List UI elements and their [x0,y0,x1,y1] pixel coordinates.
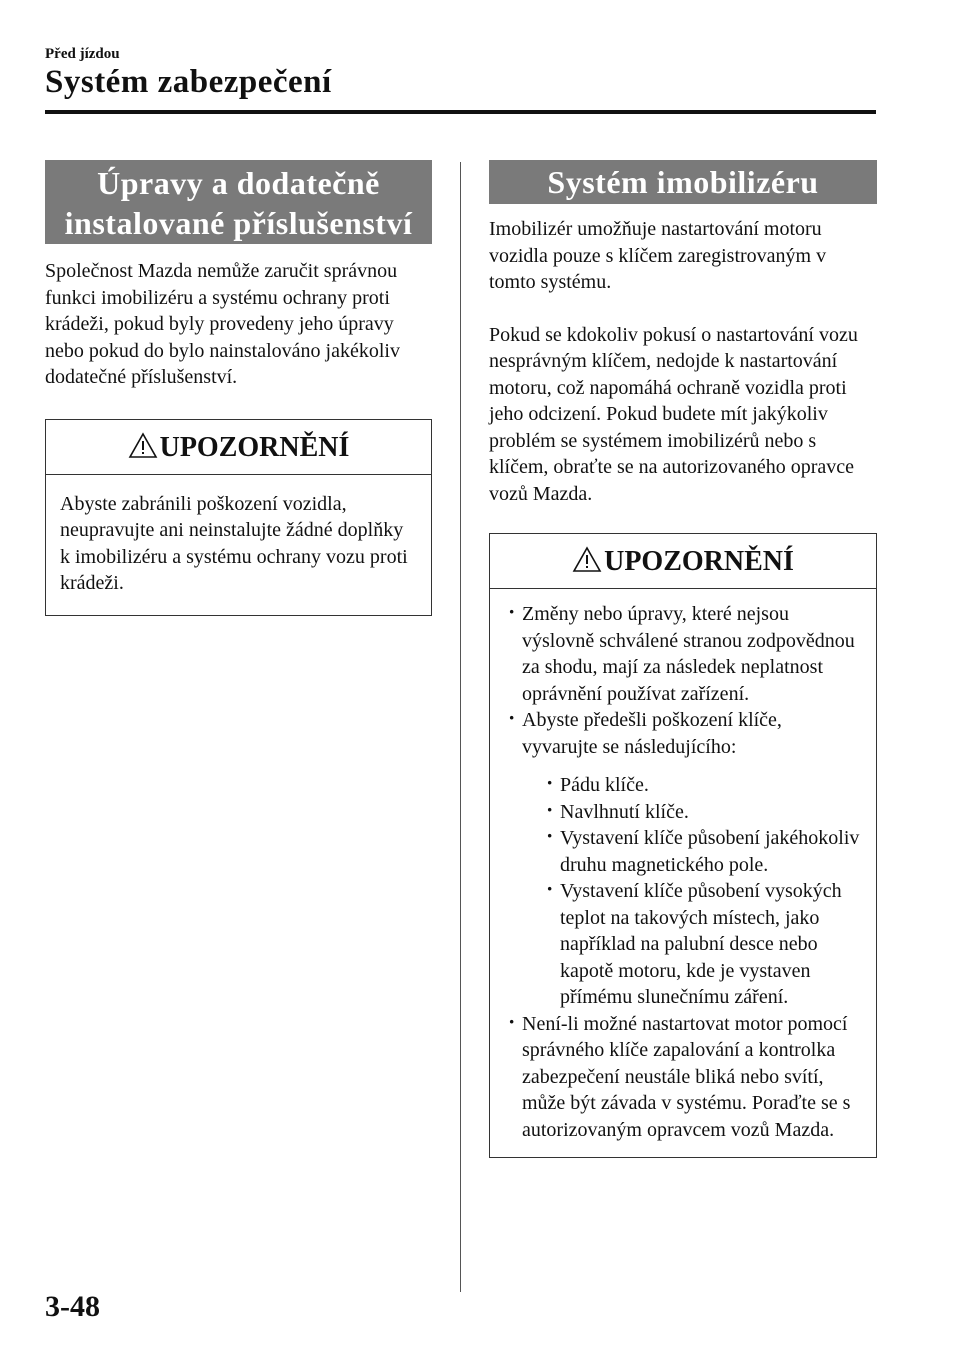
page-number: 3-48 [45,1290,100,1323]
left-column [45,160,432,616]
caution-header [46,420,431,475]
caution-text: Abyste zabránili poškození vozidla, neupravujte ani neinstalujte žádné doplňky k imobilizéru a systému ochrany vozu proti krádeži. [60,492,408,594]
caution-box-immobilizer [489,533,877,1158]
title-rule [45,110,876,114]
caution-header [490,534,876,589]
list-item: · Není-li možné nastartovat motor pomocí správného klíče zapalování a kontrolka zabezpečení neustále bliká nebo svítí, může být závada v systému. Poraďte se s autorizovaným opravcem vozů Mazda. [504,1011,862,1144]
accessories-paragraph: Společnost Mazda nemůže zaručit správnou funkci imobilizéru a systému ochrany proti krádeži, pokud byly provedeny jeho úpravy nebo pokud do bylo nainstalováno jakékoliv dodatečné příslušenství. [45,260,400,388]
column-divider [460,162,461,1292]
caution-sublist [522,772,862,1011]
sublist-item: · Pádu klíče. [542,772,862,799]
immobilizer-text [489,216,877,507]
caution-box-accessories [45,419,432,616]
sublist-item: · Vystavení klíče působení vysokých teplot na takových místech, jako například na palubní desce nebo kapotě motoru, kde je vystaven přímému slunečnímu záření. [542,878,862,1011]
sublist-item: · Navlhnutí klíče. [542,799,862,826]
sublist-item: · Vystavení klíče působení jakéhokoliv druhu magnetického pole. [542,825,862,878]
caution-title: UPOZORNĚNÍ [604,546,794,577]
section-heading-line2: instalované příslušenství [64,205,413,241]
page-title: Systém zabezpečení [45,64,332,100]
immobilizer-paragraph-2: Pokud se kdokoliv pokusí o nastartování vozu nesprávným klíčem, nedojde k nastartování motoru, což napomáhá ochraně vozidla proti jeho odcizení. Pokud budete mít jakýkoliv problém se systémem imobilizérů nebo s klíčem, obraťte se na autorizovaného opravce vozů Mazda. [489,323,858,505]
section-heading-accessories [45,160,432,244]
caution-list [504,601,862,1143]
right-column [489,160,877,1158]
caution-list-container [490,589,876,1157]
section-heading-immobilizer: Systém imobilizéru [489,160,877,204]
caution-title: UPOZORNĚNÍ [159,431,350,463]
list-item [504,707,862,1011]
section-heading-line1: Úpravy a dodatečně [97,165,380,201]
list-item: · Změny nebo úpravy, které nejsou výslovně schválené stranou zodpovědnou za shodu, mají za následek neplatnost oprávnění používat zařízení. [504,601,862,707]
warning-triangle-icon [572,546,602,573]
immobilizer-paragraph-1: Imobilizér umožňuje nastartování motoru vozidla pouze s klíčem zaregistrovaným v tomto systému. [489,218,827,293]
list-item-text: Abyste předešli poškození klíče, vyvarujte se následujícího: [522,709,782,758]
warning-triangle-icon [128,432,158,459]
section-kicker: Před jízdou [45,46,120,62]
